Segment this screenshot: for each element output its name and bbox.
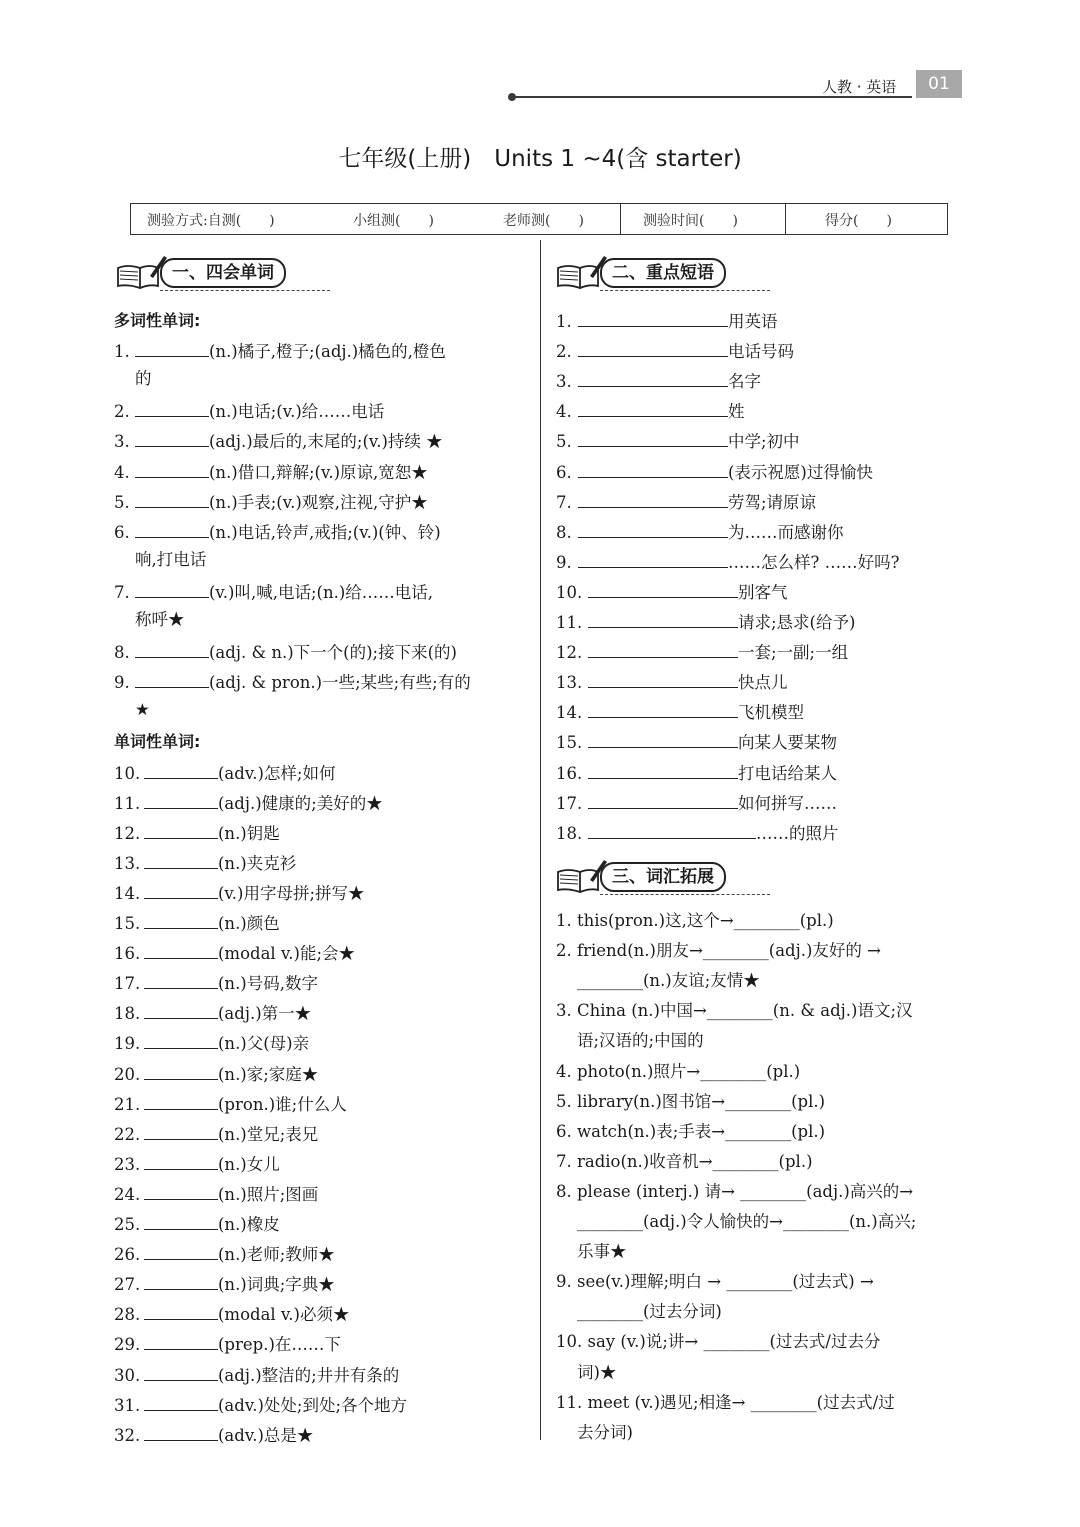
vocab-item xyxy=(114,1030,309,1055)
vocab-item xyxy=(114,940,355,965)
phrase-item xyxy=(556,549,899,574)
answer-blank[interactable] xyxy=(578,459,728,478)
answer-blank[interactable] xyxy=(144,820,218,839)
vocab-item xyxy=(114,880,365,905)
item-number: 12. xyxy=(114,823,141,843)
answer-blank[interactable] xyxy=(144,1392,218,1411)
vocab-item xyxy=(114,1301,349,1326)
vocab-item xyxy=(114,428,443,453)
item-text: 如何拼写…… xyxy=(738,793,837,813)
answer-blank[interactable] xyxy=(144,910,218,929)
item-text: ……怎么样? ……好吗? xyxy=(728,552,900,572)
item-text: (n.)词典;字典★ xyxy=(218,1275,335,1295)
item-number: 22. xyxy=(114,1124,141,1144)
phrase-item xyxy=(556,820,839,845)
item-text: (n.)堂兄;表兄 xyxy=(218,1124,319,1144)
answer-blank[interactable] xyxy=(588,760,738,779)
phrase-item xyxy=(556,398,745,423)
expansion-line: 去分词) xyxy=(577,1422,633,1442)
answer-blank[interactable] xyxy=(144,1241,218,1260)
item-continuation: 响,打电话 xyxy=(135,549,207,569)
answer-blank[interactable] xyxy=(144,1091,218,1110)
item-number: 13. xyxy=(556,673,583,693)
item-text: 为……而感谢你 xyxy=(728,522,844,542)
item-text: (adv.)怎样;如何 xyxy=(218,763,336,783)
item-text: 飞机模型 xyxy=(738,703,804,723)
item-number: 5. xyxy=(114,492,130,512)
item-continuation: ★ xyxy=(135,700,150,720)
expansion-line: 3. China (n.)中国→________(n. & adj.)语文;汉 xyxy=(556,1001,913,1021)
item-number: 14. xyxy=(114,883,141,903)
section-title: 三、词汇拓展 xyxy=(600,862,726,892)
phrase-item xyxy=(556,308,778,333)
vocab-item xyxy=(114,398,384,423)
item-text: (pron.)谁;什么人 xyxy=(218,1094,347,1114)
phrase-item xyxy=(556,428,800,453)
answer-blank[interactable] xyxy=(135,519,209,538)
item-number: 5. xyxy=(556,432,572,452)
vocab-item xyxy=(114,1181,318,1206)
answer-blank[interactable] xyxy=(588,669,738,688)
expansion-line: ________(adj.)令人愉快的→________(n.)高兴; xyxy=(577,1212,917,1231)
vocab-item xyxy=(114,1392,407,1417)
item-text: 劳驾;请原谅 xyxy=(728,492,817,512)
answer-blank[interactable] xyxy=(144,940,218,959)
item-text: (v.)叫,喊,电话;(n.)给……电话, xyxy=(209,582,434,602)
item-number: 25. xyxy=(114,1215,141,1234)
answer-blank[interactable] xyxy=(588,729,738,748)
item-number: 1. xyxy=(114,342,130,362)
answer-blank[interactable] xyxy=(144,850,218,869)
vocab-item xyxy=(114,489,428,514)
answer-blank[interactable] xyxy=(135,428,209,447)
phrase-item xyxy=(556,760,837,785)
vocab-item xyxy=(114,1061,318,1086)
phrase-item xyxy=(556,519,844,544)
phrase-item xyxy=(556,489,816,514)
item-text: (表示祝愿)过得愉快 xyxy=(728,462,873,482)
vocab-item xyxy=(114,639,457,664)
item-number: 9. xyxy=(556,552,572,572)
answer-blank[interactable] xyxy=(144,1030,218,1049)
item-text: (n.)家;家庭★ xyxy=(218,1064,319,1084)
item-number: 1. xyxy=(556,312,572,331)
expansion-line: 词)★ xyxy=(577,1362,617,1382)
vocab-item xyxy=(114,669,471,694)
item-text: (n.)电话,铃声,戒指;(v.)(钟、铃) xyxy=(209,522,441,542)
item-number: 7. xyxy=(556,492,572,512)
phrase-item xyxy=(556,790,837,815)
answer-blank[interactable] xyxy=(588,579,738,598)
item-number: 12. xyxy=(556,643,583,663)
answer-blank[interactable] xyxy=(144,1211,218,1230)
subheading-single: 单词性单词: xyxy=(114,732,201,752)
expansion-line: 4. photo(n.)照片→________(pl.) xyxy=(556,1061,801,1081)
item-text: (adj.)最后的,末尾的;(v.)持续 ★ xyxy=(209,432,443,452)
item-number: 28. xyxy=(114,1305,141,1325)
item-text: (adj.)第一★ xyxy=(218,1004,312,1024)
answer-blank[interactable] xyxy=(578,549,728,568)
item-number: 21. xyxy=(114,1094,141,1114)
phrase-item xyxy=(556,729,837,754)
answer-blank[interactable] xyxy=(144,1301,218,1320)
vocab-item xyxy=(114,850,296,875)
item-number: 27. xyxy=(114,1275,141,1295)
section-title: 一、四会单词 xyxy=(160,258,286,288)
answer-blank[interactable] xyxy=(144,1181,218,1200)
answer-blank[interactable] xyxy=(135,489,209,508)
item-number: 16. xyxy=(556,763,583,783)
item-text: 向某人要某物 xyxy=(738,733,837,753)
item-number: 7. xyxy=(114,582,130,602)
item-number: 18. xyxy=(114,1004,141,1024)
vocab-item xyxy=(114,459,428,484)
item-number: 15. xyxy=(556,733,583,753)
item-number: 20. xyxy=(114,1064,141,1084)
page-title: 七年级(上册) Units 1 ~4(含 starter) xyxy=(338,146,742,172)
answer-blank[interactable] xyxy=(578,338,728,357)
expansion-line: ________(过去分词) xyxy=(577,1302,722,1322)
column-divider xyxy=(540,240,541,1440)
vocab-item xyxy=(114,790,383,815)
item-text: 电话号码 xyxy=(728,342,794,362)
phrase-item xyxy=(556,669,788,694)
item-text: (modal v.)能;会★ xyxy=(218,944,356,964)
item-number: 2. xyxy=(556,342,572,362)
item-number: 11. xyxy=(114,793,141,813)
item-text: (n.)橡皮 xyxy=(218,1215,280,1234)
item-text: (adv.)总是★ xyxy=(218,1425,314,1445)
answer-blank[interactable] xyxy=(135,639,209,658)
vocab-item xyxy=(114,519,441,544)
expansion-line: 7. radio(n.)收音机→________(pl.) xyxy=(556,1151,813,1171)
answer-blank[interactable] xyxy=(135,459,209,478)
item-text: 请求;恳求(给予) xyxy=(738,613,856,632)
vocab-item xyxy=(114,1271,335,1296)
item-text: (n.)借口,辩解;(v.)原谅,宽恕★ xyxy=(209,462,428,482)
item-text: (adj. & n.)下一个(的);接下来(的) xyxy=(209,643,457,663)
item-number: 2. xyxy=(114,402,130,422)
item-number: 8. xyxy=(556,522,572,542)
item-text: (n.)号码,数字 xyxy=(218,974,318,994)
section-underline xyxy=(600,894,770,895)
answer-blank[interactable] xyxy=(588,699,738,718)
teacher-test-field[interactable]: 老师测( ) xyxy=(503,213,584,229)
vocab-item xyxy=(114,910,280,935)
item-number: 14. xyxy=(556,703,583,723)
item-text: (adj.)健康的;美好的★ xyxy=(218,793,383,813)
item-number: 17. xyxy=(556,793,583,813)
answer-blank[interactable] xyxy=(144,1061,218,1080)
phrase-item xyxy=(556,459,873,484)
item-number: 8. xyxy=(114,643,130,663)
item-text: (n.)钥匙 xyxy=(218,823,280,843)
page-number: 01 xyxy=(916,70,962,98)
answer-blank[interactable] xyxy=(588,639,738,658)
expansion-line: 乐事★ xyxy=(577,1242,627,1262)
answer-blank[interactable] xyxy=(135,579,209,598)
section-header-vocab xyxy=(116,252,346,292)
item-number: 19. xyxy=(114,1034,141,1054)
publisher-label: 人教 · 英语 xyxy=(822,78,897,96)
vocab-item xyxy=(114,760,335,785)
vocab-item xyxy=(114,1241,335,1266)
item-number: 15. xyxy=(114,914,141,933)
item-continuation: 称呼★ xyxy=(135,610,185,629)
section-header-phrases xyxy=(556,252,786,292)
phrase-item xyxy=(556,699,804,724)
vocab-item xyxy=(114,1362,399,1387)
vocab-item xyxy=(114,1091,347,1116)
item-text: 用英语 xyxy=(728,312,778,331)
vocab-item xyxy=(114,579,433,604)
item-text: (n.)父(母)亲 xyxy=(218,1034,310,1054)
item-text: 快点儿 xyxy=(738,673,788,693)
item-text: (n.)电话;(v.)给……电话 xyxy=(209,402,385,422)
section-header-expansion xyxy=(556,856,786,896)
vocab-item xyxy=(114,1422,313,1447)
item-number: 6. xyxy=(556,462,572,482)
item-continuation: 的 xyxy=(135,369,152,389)
item-text: (n.)颜色 xyxy=(218,914,280,933)
answer-blank[interactable] xyxy=(144,1362,218,1381)
vocab-item xyxy=(114,970,318,995)
item-number: 3. xyxy=(114,432,130,452)
answer-blank[interactable] xyxy=(578,428,728,447)
item-number: 17. xyxy=(114,974,141,994)
item-number: 24. xyxy=(114,1184,141,1204)
item-text: (n.)照片;图画 xyxy=(218,1184,319,1204)
item-number: 23. xyxy=(114,1154,141,1174)
group-test-field[interactable]: 小组测( ) xyxy=(353,213,434,229)
vocab-item xyxy=(114,1000,311,1025)
answer-blank[interactable] xyxy=(144,1331,218,1350)
answer-blank[interactable] xyxy=(144,1151,218,1170)
expansion-line: 10. say (v.)说;讲→ ________(过去式/过去分 xyxy=(556,1332,881,1352)
answer-blank[interactable] xyxy=(135,338,209,357)
answer-blank[interactable] xyxy=(135,669,209,688)
item-number: 10. xyxy=(556,582,583,602)
item-number: 6. xyxy=(114,522,130,542)
item-number: 18. xyxy=(556,823,583,843)
answer-blank[interactable] xyxy=(144,1271,218,1290)
bar-divider xyxy=(620,204,621,234)
section-title: 二、重点短语 xyxy=(600,258,726,288)
expansion-line: 8. please (interj.) 请→ ________(adj.)高兴的→ xyxy=(556,1181,914,1201)
answer-blank[interactable] xyxy=(144,970,218,989)
item-text: (adj. & pron.)一些;某些;有些;有的 xyxy=(209,673,471,693)
vocab-item xyxy=(114,1121,318,1146)
vocab-item xyxy=(114,338,446,363)
phrase-item xyxy=(556,368,761,393)
item-number: 9. xyxy=(114,673,130,693)
test-info-bar xyxy=(130,203,948,235)
item-text: 名字 xyxy=(728,372,761,392)
expansion-line: 9. see(v.)理解;明白 → ________(过去式) → xyxy=(556,1272,874,1292)
expansion-line: ________(n.)友谊;友情★ xyxy=(577,971,760,991)
item-text: (n.)手表;(v.)观察,注视,守护★ xyxy=(209,492,428,512)
item-text: (prep.)在……下 xyxy=(218,1335,341,1355)
vocab-item xyxy=(114,820,280,845)
answer-blank[interactable] xyxy=(588,609,738,628)
item-number: 11. xyxy=(556,613,583,632)
phrase-item xyxy=(556,639,848,664)
item-text: (v.)用字母拼;拼写★ xyxy=(218,883,365,903)
item-text: (n.)夹克衫 xyxy=(218,853,297,873)
item-number: 29. xyxy=(114,1335,141,1355)
answer-blank[interactable] xyxy=(578,489,728,508)
item-text: (n.)老师;教师★ xyxy=(218,1245,335,1265)
item-text: 一套;一副;一组 xyxy=(738,643,849,663)
item-text: (adj.)整洁的;井井有条的 xyxy=(218,1365,400,1385)
item-number: 26. xyxy=(114,1245,141,1265)
expansion-line: 11. meet (v.)遇见;相逢→ ________(过去式/过 xyxy=(556,1392,895,1412)
answer-blank[interactable] xyxy=(144,1121,218,1140)
item-number: 16. xyxy=(114,944,141,964)
item-text: (adv.)处处;到处;各个地方 xyxy=(218,1395,408,1415)
vocab-item xyxy=(114,1151,280,1176)
item-number: 3. xyxy=(556,372,572,392)
expansion-line: 2. friend(n.)朋友→________(adj.)友好的 → xyxy=(556,941,881,961)
item-number: 4. xyxy=(114,462,130,482)
answer-blank[interactable] xyxy=(578,308,728,327)
self-test-field[interactable]: 测验方式:自测( ) xyxy=(147,213,275,229)
section-underline xyxy=(600,290,770,291)
item-text: 别客气 xyxy=(738,582,788,602)
answer-blank[interactable] xyxy=(578,519,728,538)
expansion-line: 1. this(pron.)这,这个→________(pl.) xyxy=(556,911,834,930)
test-time-field[interactable]: 测验时间( ) xyxy=(643,213,738,229)
subheading-multi: 多词性单词: xyxy=(114,311,201,330)
item-text: 打电话给某人 xyxy=(738,763,837,783)
answer-blank[interactable] xyxy=(588,820,756,839)
bar-divider xyxy=(785,204,786,234)
item-number: 4. xyxy=(556,402,572,422)
answer-blank[interactable] xyxy=(588,790,738,809)
answer-blank[interactable] xyxy=(144,760,218,779)
phrase-item xyxy=(556,609,855,634)
answer-blank[interactable] xyxy=(578,398,728,417)
item-text: 中学;初中 xyxy=(728,432,800,452)
vocab-item xyxy=(114,1331,341,1356)
phrase-item xyxy=(556,579,788,604)
item-text: (n.)橘子,橙子;(adj.)橘色的,橙色 xyxy=(209,342,446,362)
item-number: 10. xyxy=(114,763,141,783)
section-underline xyxy=(160,290,330,291)
answer-blank[interactable] xyxy=(578,368,728,387)
answer-blank[interactable] xyxy=(144,880,218,899)
phrase-item xyxy=(556,338,794,363)
item-text: (n.)女儿 xyxy=(218,1154,280,1174)
item-text: (modal v.)必须★ xyxy=(218,1305,350,1325)
expansion-line: 语;汉语的;中国的 xyxy=(577,1031,704,1051)
answer-blank[interactable] xyxy=(144,1422,218,1441)
item-text: ……的照片 xyxy=(756,823,839,843)
item-number: 13. xyxy=(114,853,141,873)
answer-blank[interactable] xyxy=(144,790,218,809)
item-number: 30. xyxy=(114,1365,141,1385)
item-number: 32. xyxy=(114,1425,141,1445)
item-text: 姓 xyxy=(728,402,745,422)
expansion-line: 5. library(n.)图书馆→________(pl.) xyxy=(556,1091,826,1111)
score-field[interactable]: 得分( ) xyxy=(825,213,892,229)
expansion-line: 6. watch(n.)表;手表→________(pl.) xyxy=(556,1121,826,1141)
item-number: 31. xyxy=(114,1395,141,1415)
vocab-item xyxy=(114,1211,280,1236)
answer-blank[interactable] xyxy=(135,398,209,417)
answer-blank[interactable] xyxy=(144,1000,218,1019)
